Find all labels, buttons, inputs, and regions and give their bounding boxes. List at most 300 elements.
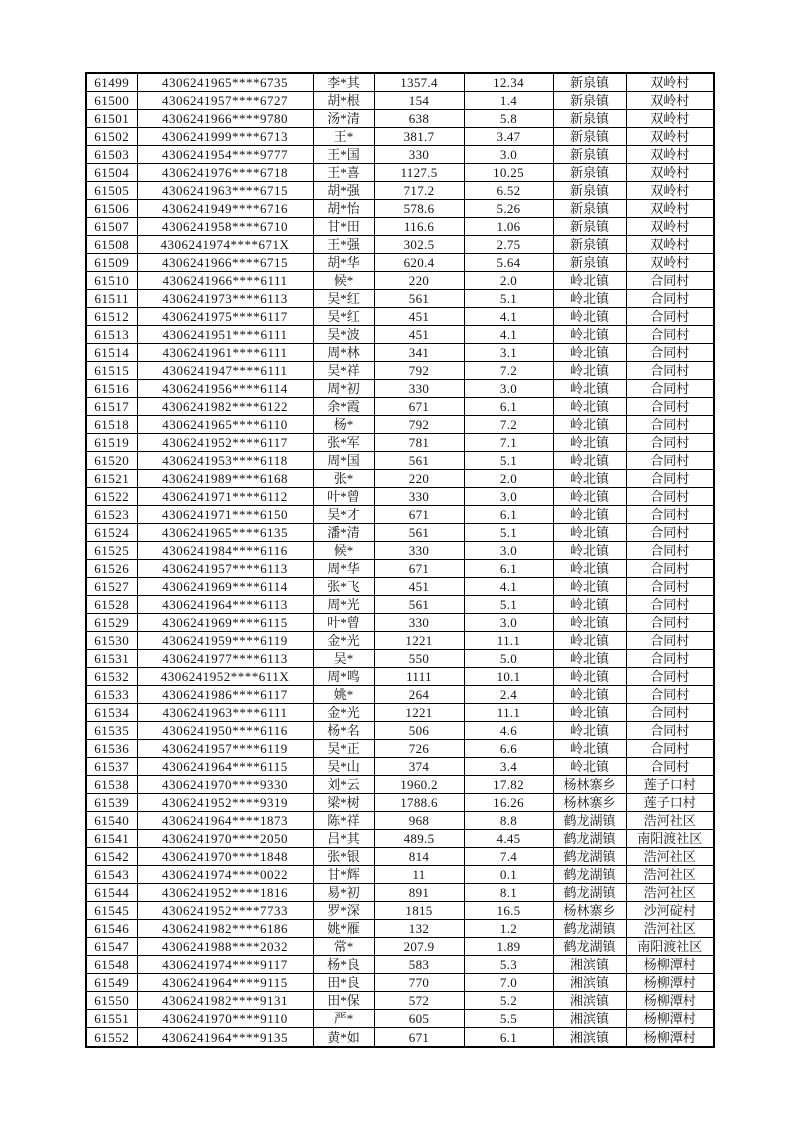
cell-serial-number: 61524 xyxy=(86,524,137,542)
cell-township: 鹤龙湖镇 xyxy=(553,848,626,866)
cell-masked-name: 王*喜 xyxy=(313,164,374,182)
table-row xyxy=(86,578,714,596)
cell-masked-id-number: 4306241989****6168 xyxy=(137,470,313,488)
cell-amount: 11 xyxy=(374,866,464,884)
cell-area: 6.1 xyxy=(464,506,553,524)
table-row xyxy=(86,524,714,542)
cell-amount: 717.2 xyxy=(374,182,464,200)
cell-masked-id-number: 4306241964****6115 xyxy=(137,758,313,776)
cell-area: 6.1 xyxy=(464,398,553,416)
cell-serial-number: 61552 xyxy=(86,1028,137,1047)
cell-village: 浩河社区 xyxy=(626,848,714,866)
cell-area: 3.1 xyxy=(464,344,553,362)
cell-township: 岭北镇 xyxy=(553,686,626,704)
table-row xyxy=(86,272,714,290)
cell-area: 2.75 xyxy=(464,236,553,254)
cell-township: 岭北镇 xyxy=(553,632,626,650)
table-row xyxy=(86,344,714,362)
cell-township: 岭北镇 xyxy=(553,704,626,722)
cell-amount: 330 xyxy=(374,380,464,398)
cell-village: 合同村 xyxy=(626,272,714,290)
cell-area: 1.4 xyxy=(464,92,553,110)
cell-village: 合同村 xyxy=(626,578,714,596)
cell-area: 4.1 xyxy=(464,308,553,326)
table-row xyxy=(86,938,714,956)
cell-area: 7.1 xyxy=(464,434,553,452)
cell-area: 5.64 xyxy=(464,254,553,272)
cell-masked-id-number: 4306241957****6119 xyxy=(137,740,313,758)
cell-serial-number: 61531 xyxy=(86,650,137,668)
table-row xyxy=(86,848,714,866)
cell-village: 合同村 xyxy=(626,362,714,380)
cell-amount: 891 xyxy=(374,884,464,902)
cell-township: 岭北镇 xyxy=(553,596,626,614)
cell-amount: 792 xyxy=(374,362,464,380)
cell-village: 合同村 xyxy=(626,542,714,560)
table-row xyxy=(86,686,714,704)
cell-masked-id-number: 4306241975****6117 xyxy=(137,308,313,326)
cell-masked-name: 潘*清 xyxy=(313,524,374,542)
cell-masked-id-number: 4306241973****6113 xyxy=(137,290,313,308)
cell-serial-number: 61525 xyxy=(86,542,137,560)
cell-village: 合同村 xyxy=(626,398,714,416)
cell-township: 岭北镇 xyxy=(553,326,626,344)
cell-serial-number: 61501 xyxy=(86,110,137,128)
cell-area: 5.2 xyxy=(464,992,553,1010)
cell-masked-name: 田*良 xyxy=(313,974,374,992)
cell-masked-name: 叶*曾 xyxy=(313,488,374,506)
cell-masked-id-number: 4306241964****6113 xyxy=(137,596,313,614)
cell-village: 合同村 xyxy=(626,614,714,632)
table-row xyxy=(86,830,714,848)
cell-area: 6.52 xyxy=(464,182,553,200)
cell-masked-name: 吴*才 xyxy=(313,506,374,524)
cell-masked-name: 刘*云 xyxy=(313,776,374,794)
cell-serial-number: 61536 xyxy=(86,740,137,758)
cell-amount: 671 xyxy=(374,1028,464,1047)
cell-masked-id-number: 4306241976****6718 xyxy=(137,164,313,182)
cell-masked-name: 周*国 xyxy=(313,452,374,470)
cell-amount: 1221 xyxy=(374,704,464,722)
cell-serial-number: 61539 xyxy=(86,794,137,812)
cell-serial-number: 61521 xyxy=(86,470,137,488)
cell-masked-id-number: 4306241982****6122 xyxy=(137,398,313,416)
cell-amount: 1815 xyxy=(374,902,464,920)
cell-township: 湘滨镇 xyxy=(553,992,626,1010)
cell-amount: 207.9 xyxy=(374,938,464,956)
table-row xyxy=(86,866,714,884)
cell-township: 新泉镇 xyxy=(553,110,626,128)
cell-township: 岭北镇 xyxy=(553,524,626,542)
cell-masked-id-number: 4306241952****7733 xyxy=(137,902,313,920)
cell-amount: 578.6 xyxy=(374,200,464,218)
cell-amount: 1788.6 xyxy=(374,794,464,812)
cell-serial-number: 61534 xyxy=(86,704,137,722)
cell-township: 新泉镇 xyxy=(553,146,626,164)
cell-township: 岭北镇 xyxy=(553,416,626,434)
cell-serial-number: 61503 xyxy=(86,146,137,164)
cell-masked-name: 胡*根 xyxy=(313,92,374,110)
cell-village: 双岭村 xyxy=(626,128,714,146)
table-row xyxy=(86,416,714,434)
cell-area: 16.5 xyxy=(464,902,553,920)
table-row xyxy=(86,146,714,164)
table-row xyxy=(86,128,714,146)
cell-area: 7.2 xyxy=(464,362,553,380)
cell-masked-id-number: 4306241953****6118 xyxy=(137,452,313,470)
cell-township: 岭北镇 xyxy=(553,488,626,506)
cell-amount: 550 xyxy=(374,650,464,668)
cell-serial-number: 61546 xyxy=(86,920,137,938)
cell-area: 16.26 xyxy=(464,794,553,812)
cell-area: 1.89 xyxy=(464,938,553,956)
cell-masked-name: 汤*清 xyxy=(313,110,374,128)
cell-serial-number: 61515 xyxy=(86,362,137,380)
table-row xyxy=(86,812,714,830)
cell-village: 合同村 xyxy=(626,452,714,470)
cell-masked-name: 罗*深 xyxy=(313,902,374,920)
cell-masked-id-number: 4306241970****9110 xyxy=(137,1010,313,1028)
cell-township: 岭北镇 xyxy=(553,506,626,524)
cell-amount: 814 xyxy=(374,848,464,866)
cell-masked-id-number: 4306241965****6135 xyxy=(137,524,313,542)
cell-masked-id-number: 4306241966****6715 xyxy=(137,254,313,272)
cell-village: 双岭村 xyxy=(626,254,714,272)
cell-masked-id-number: 4306241947****6111 xyxy=(137,362,313,380)
cell-township: 岭北镇 xyxy=(553,650,626,668)
cell-township: 鹤龙湖镇 xyxy=(553,830,626,848)
cell-serial-number: 61513 xyxy=(86,326,137,344)
table-row xyxy=(86,632,714,650)
cell-masked-name: 候* xyxy=(313,542,374,560)
cell-masked-name: 胡*华 xyxy=(313,254,374,272)
cell-masked-name: 吴*正 xyxy=(313,740,374,758)
cell-masked-name: 甘*田 xyxy=(313,218,374,236)
cell-village: 双岭村 xyxy=(626,146,714,164)
table-row xyxy=(86,1010,714,1028)
cell-serial-number: 61543 xyxy=(86,866,137,884)
cell-serial-number: 61509 xyxy=(86,254,137,272)
table-row xyxy=(86,902,714,920)
cell-area: 5.1 xyxy=(464,524,553,542)
cell-village: 杨柳潭村 xyxy=(626,1010,714,1028)
cell-township: 岭北镇 xyxy=(553,470,626,488)
cell-village: 合同村 xyxy=(626,380,714,398)
cell-area: 5.0 xyxy=(464,650,553,668)
cell-masked-id-number: 4306241951****6111 xyxy=(137,326,313,344)
cell-area: 3.0 xyxy=(464,614,553,632)
table-row xyxy=(86,794,714,812)
cell-amount: 264 xyxy=(374,686,464,704)
cell-masked-id-number: 4306241949****6716 xyxy=(137,200,313,218)
cell-area: 2.4 xyxy=(464,686,553,704)
cell-township: 岭北镇 xyxy=(553,290,626,308)
cell-masked-name: 候* xyxy=(313,272,374,290)
cell-masked-id-number: 4306241963****6111 xyxy=(137,704,313,722)
cell-township: 新泉镇 xyxy=(553,92,626,110)
cell-village: 合同村 xyxy=(626,740,714,758)
cell-masked-id-number: 4306241954****9777 xyxy=(137,146,313,164)
cell-township: 新泉镇 xyxy=(553,73,626,92)
table-row xyxy=(86,776,714,794)
table-row xyxy=(86,560,714,578)
cell-masked-id-number: 4306241966****6111 xyxy=(137,272,313,290)
cell-village: 浩河社区 xyxy=(626,920,714,938)
cell-area: 4.1 xyxy=(464,578,553,596)
cell-masked-name: 杨*良 xyxy=(313,956,374,974)
table-row xyxy=(86,308,714,326)
cell-masked-name: 张*银 xyxy=(313,848,374,866)
table-row xyxy=(86,920,714,938)
table-row xyxy=(86,470,714,488)
cell-masked-name: 吕*其 xyxy=(313,830,374,848)
cell-village: 合同村 xyxy=(626,560,714,578)
cell-masked-name: 周*华 xyxy=(313,560,374,578)
cell-village: 双岭村 xyxy=(626,164,714,182)
table-row xyxy=(86,326,714,344)
cell-amount: 572 xyxy=(374,992,464,1010)
cell-masked-id-number: 4306241970****1848 xyxy=(137,848,313,866)
cell-amount: 620.4 xyxy=(374,254,464,272)
cell-masked-id-number: 4306241952****611X xyxy=(137,668,313,686)
cell-serial-number: 61530 xyxy=(86,632,137,650)
cell-serial-number: 61504 xyxy=(86,164,137,182)
cell-area: 5.1 xyxy=(464,290,553,308)
cell-area: 3.0 xyxy=(464,146,553,164)
cell-masked-name: 严* xyxy=(313,1010,374,1028)
table-row xyxy=(86,650,714,668)
table-row xyxy=(86,596,714,614)
cell-village: 沙河碇村 xyxy=(626,902,714,920)
cell-masked-id-number: 4306241950****6116 xyxy=(137,722,313,740)
cell-amount: 1960.2 xyxy=(374,776,464,794)
cell-township: 岭北镇 xyxy=(553,308,626,326)
cell-masked-id-number: 4306241965****6735 xyxy=(137,73,313,92)
cell-village: 合同村 xyxy=(626,308,714,326)
cell-village: 双岭村 xyxy=(626,110,714,128)
cell-masked-id-number: 4306241952****9319 xyxy=(137,794,313,812)
cell-amount: 451 xyxy=(374,326,464,344)
cell-area: 10.1 xyxy=(464,668,553,686)
table-body xyxy=(86,73,714,1047)
cell-masked-name: 王*国 xyxy=(313,146,374,164)
cell-village: 合同村 xyxy=(626,290,714,308)
cell-amount: 451 xyxy=(374,308,464,326)
cell-township: 岭北镇 xyxy=(553,542,626,560)
table-row xyxy=(86,434,714,452)
cell-amount: 330 xyxy=(374,488,464,506)
table-row xyxy=(86,452,714,470)
cell-township: 岭北镇 xyxy=(553,560,626,578)
cell-amount: 451 xyxy=(374,578,464,596)
cell-area: 6.1 xyxy=(464,1028,553,1047)
cell-serial-number: 61507 xyxy=(86,218,137,236)
cell-amount: 220 xyxy=(374,272,464,290)
cell-serial-number: 61505 xyxy=(86,182,137,200)
cell-village: 南阳渡社区 xyxy=(626,938,714,956)
table-row xyxy=(86,380,714,398)
cell-township: 岭北镇 xyxy=(553,614,626,632)
cell-masked-id-number: 4306241958****6710 xyxy=(137,218,313,236)
cell-village: 杨柳潭村 xyxy=(626,992,714,1010)
cell-serial-number: 61533 xyxy=(86,686,137,704)
cell-village: 合同村 xyxy=(626,686,714,704)
cell-amount: 561 xyxy=(374,290,464,308)
cell-village: 合同村 xyxy=(626,650,714,668)
cell-township: 鹤龙湖镇 xyxy=(553,884,626,902)
cell-township: 鹤龙湖镇 xyxy=(553,938,626,956)
cell-village: 合同村 xyxy=(626,506,714,524)
cell-masked-id-number: 4306241966****9780 xyxy=(137,110,313,128)
table-row xyxy=(86,884,714,902)
cell-village: 合同村 xyxy=(626,722,714,740)
cell-masked-id-number: 4306241988****2032 xyxy=(137,938,313,956)
cell-township: 新泉镇 xyxy=(553,182,626,200)
cell-township: 岭北镇 xyxy=(553,668,626,686)
table-row xyxy=(86,992,714,1010)
cell-area: 5.26 xyxy=(464,200,553,218)
cell-masked-name: 吴* xyxy=(313,650,374,668)
cell-township: 湘滨镇 xyxy=(553,956,626,974)
table-row xyxy=(86,488,714,506)
cell-masked-name: 吴*红 xyxy=(313,290,374,308)
cell-masked-id-number: 4306241964****9135 xyxy=(137,1028,313,1047)
table-row xyxy=(86,956,714,974)
cell-masked-name: 杨*名 xyxy=(313,722,374,740)
cell-village: 莲子口村 xyxy=(626,776,714,794)
cell-amount: 330 xyxy=(374,614,464,632)
cell-township: 岭北镇 xyxy=(553,398,626,416)
cell-masked-name: 李*其 xyxy=(313,73,374,92)
cell-village: 合同村 xyxy=(626,596,714,614)
cell-village: 合同村 xyxy=(626,344,714,362)
cell-masked-name: 易*初 xyxy=(313,884,374,902)
cell-township: 新泉镇 xyxy=(553,236,626,254)
cell-village: 杨柳潭村 xyxy=(626,956,714,974)
cell-township: 新泉镇 xyxy=(553,164,626,182)
cell-area: 6.1 xyxy=(464,560,553,578)
table-row xyxy=(86,758,714,776)
cell-serial-number: 61511 xyxy=(86,290,137,308)
cell-serial-number: 61541 xyxy=(86,830,137,848)
cell-masked-id-number: 4306241984****6116 xyxy=(137,542,313,560)
cell-serial-number: 61500 xyxy=(86,92,137,110)
cell-serial-number: 61529 xyxy=(86,614,137,632)
cell-village: 杨柳潭村 xyxy=(626,974,714,992)
cell-amount: 374 xyxy=(374,758,464,776)
table-row xyxy=(86,236,714,254)
cell-masked-name: 周*鸣 xyxy=(313,668,374,686)
cell-masked-name: 余*霞 xyxy=(313,398,374,416)
cell-serial-number: 61538 xyxy=(86,776,137,794)
cell-village: 合同村 xyxy=(626,758,714,776)
cell-amount: 638 xyxy=(374,110,464,128)
cell-area: 5.1 xyxy=(464,596,553,614)
cell-amount: 770 xyxy=(374,974,464,992)
cell-masked-id-number: 4306241999****6713 xyxy=(137,128,313,146)
cell-township: 新泉镇 xyxy=(553,218,626,236)
cell-township: 湘滨镇 xyxy=(553,1028,626,1047)
cell-masked-id-number: 4306241957****6113 xyxy=(137,560,313,578)
cell-masked-id-number: 4306241971****6150 xyxy=(137,506,313,524)
cell-township: 鹤龙湖镇 xyxy=(553,812,626,830)
cell-amount: 1221 xyxy=(374,632,464,650)
cell-area: 3.0 xyxy=(464,542,553,560)
cell-amount: 1127.5 xyxy=(374,164,464,182)
cell-masked-name: 黄*如 xyxy=(313,1028,374,1047)
cell-masked-name: 张*飞 xyxy=(313,578,374,596)
cell-village: 合同村 xyxy=(626,632,714,650)
table-row xyxy=(86,668,714,686)
cell-masked-id-number: 4306241959****6119 xyxy=(137,632,313,650)
cell-serial-number: 61544 xyxy=(86,884,137,902)
cell-area: 4.1 xyxy=(464,326,553,344)
table-row xyxy=(86,110,714,128)
cell-masked-id-number: 4306241970****9330 xyxy=(137,776,313,794)
cell-amount: 583 xyxy=(374,956,464,974)
cell-area: 4.45 xyxy=(464,830,553,848)
cell-amount: 220 xyxy=(374,470,464,488)
cell-area: 7.2 xyxy=(464,416,553,434)
cell-amount: 605 xyxy=(374,1010,464,1028)
table-row xyxy=(86,92,714,110)
cell-area: 5.8 xyxy=(464,110,553,128)
cell-village: 双岭村 xyxy=(626,200,714,218)
cell-masked-id-number: 4306241952****6117 xyxy=(137,434,313,452)
cell-masked-id-number: 4306241974****0022 xyxy=(137,866,313,884)
cell-masked-id-number: 4306241965****6110 xyxy=(137,416,313,434)
cell-masked-id-number: 4306241957****6727 xyxy=(137,92,313,110)
cell-township: 杨林寨乡 xyxy=(553,794,626,812)
cell-amount: 561 xyxy=(374,524,464,542)
cell-area: 2.0 xyxy=(464,470,553,488)
cell-amount: 341 xyxy=(374,344,464,362)
cell-serial-number: 61528 xyxy=(86,596,137,614)
cell-serial-number: 61542 xyxy=(86,848,137,866)
cell-area: 6.6 xyxy=(464,740,553,758)
cell-amount: 506 xyxy=(374,722,464,740)
cell-area: 5.5 xyxy=(464,1010,553,1028)
cell-village: 合同村 xyxy=(626,434,714,452)
cell-village: 双岭村 xyxy=(626,236,714,254)
cell-township: 湘滨镇 xyxy=(553,974,626,992)
cell-serial-number: 61551 xyxy=(86,1010,137,1028)
table-row xyxy=(86,290,714,308)
cell-township: 杨林寨乡 xyxy=(553,902,626,920)
cell-township: 岭北镇 xyxy=(553,578,626,596)
table-row xyxy=(86,73,714,92)
cell-township: 新泉镇 xyxy=(553,200,626,218)
cell-amount: 116.6 xyxy=(374,218,464,236)
cell-serial-number: 61514 xyxy=(86,344,137,362)
cell-township: 岭北镇 xyxy=(553,434,626,452)
cell-masked-name: 胡*强 xyxy=(313,182,374,200)
cell-serial-number: 61526 xyxy=(86,560,137,578)
cell-serial-number: 61548 xyxy=(86,956,137,974)
cell-area: 3.0 xyxy=(464,380,553,398)
cell-township: 岭北镇 xyxy=(553,362,626,380)
cell-masked-name: 周*林 xyxy=(313,344,374,362)
cell-masked-id-number: 4306241964****1873 xyxy=(137,812,313,830)
cell-amount: 489.5 xyxy=(374,830,464,848)
cell-amount: 1111 xyxy=(374,668,464,686)
cell-amount: 671 xyxy=(374,398,464,416)
cell-masked-id-number: 4306241974****9117 xyxy=(137,956,313,974)
cell-masked-name: 姚* xyxy=(313,686,374,704)
cell-amount: 154 xyxy=(374,92,464,110)
cell-serial-number: 61520 xyxy=(86,452,137,470)
cell-area: 7.4 xyxy=(464,848,553,866)
